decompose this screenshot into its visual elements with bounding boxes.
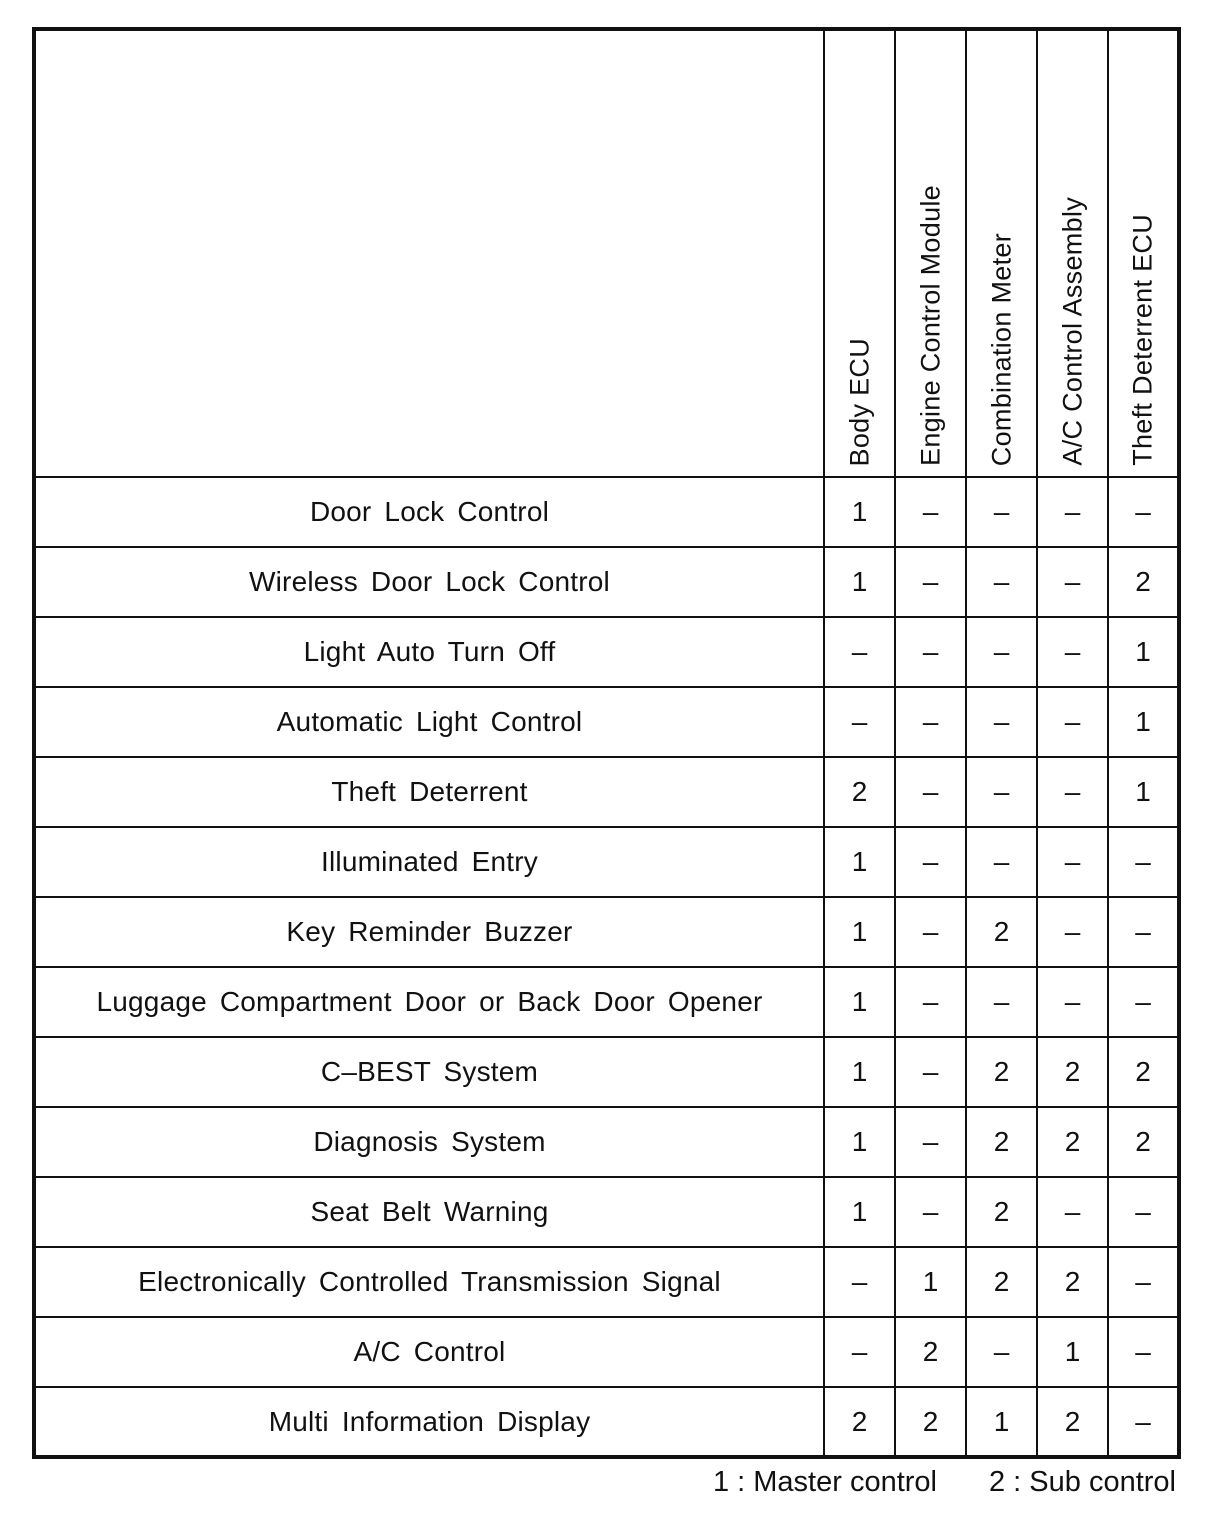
table-cell: 2 (1037, 1107, 1108, 1177)
table-cell: 1 (824, 477, 895, 547)
table-cell: 1 (824, 1107, 895, 1177)
table-cell: – (824, 1317, 895, 1387)
table-cell: 1 (824, 1037, 895, 1107)
table-cell: – (895, 477, 966, 547)
row-label: Electronically Controlled Transmission Signal (34, 1247, 824, 1317)
table-cell: 2 (966, 1247, 1037, 1317)
table-cell: 1 (966, 1387, 1037, 1457)
table-cell: – (1037, 687, 1108, 757)
table-cell: – (895, 1037, 966, 1107)
table-cell: 1 (1108, 617, 1179, 687)
table-cell: 1 (1108, 687, 1179, 757)
column-header (895, 29, 966, 477)
table-cell: 1 (895, 1247, 966, 1317)
table-row (34, 1317, 1179, 1387)
legend (661, 1466, 1176, 1499)
table-cell: – (1037, 757, 1108, 827)
table-cell: – (1108, 1387, 1179, 1457)
table-cell: – (966, 827, 1037, 897)
table-cell: – (895, 967, 966, 1037)
column-header-label: Theft Deterrent ECU (1127, 214, 1158, 466)
table-cell: – (895, 547, 966, 617)
table-cell: – (1108, 1177, 1179, 1247)
column-header-label: Body ECU (844, 337, 874, 466)
table-cell: – (895, 1177, 966, 1247)
table-cell: – (895, 1107, 966, 1177)
table-cell: – (1108, 1247, 1179, 1317)
table-cell: – (895, 897, 966, 967)
table-row (34, 687, 1179, 757)
row-label: C–BEST System (34, 1037, 824, 1107)
table-cell: 2 (966, 1107, 1037, 1177)
table-cell: – (824, 617, 895, 687)
row-label: Key Reminder Buzzer (34, 897, 824, 967)
table-row (34, 897, 1179, 967)
table-cell: – (966, 757, 1037, 827)
row-label: Door Lock Control (34, 477, 824, 547)
table-row (34, 1247, 1179, 1317)
table-cell: 2 (824, 757, 895, 827)
table-cell: – (966, 687, 1037, 757)
table-header (34, 29, 1179, 477)
table-cell: 2 (1108, 1037, 1179, 1107)
table-cell: – (1037, 617, 1108, 687)
table-cell: – (895, 827, 966, 897)
column-header-label: Combination Meter (986, 232, 1016, 466)
row-label: Automatic Light Control (34, 687, 824, 757)
column-header-label: Engine Control Module (915, 185, 945, 466)
legend-sub: 2 : Sub control (989, 1466, 1176, 1498)
table-cell: 1 (824, 827, 895, 897)
table-cell: – (824, 1247, 895, 1317)
row-label: Seat Belt Warning (34, 1177, 824, 1247)
table-row (34, 477, 1179, 547)
table-cell: – (966, 477, 1037, 547)
legend-master: 1 : Master control (712, 1466, 937, 1498)
row-label: Wireless Door Lock Control (34, 547, 824, 617)
table-row (34, 1037, 1179, 1107)
table-cell: 2 (1108, 1107, 1179, 1177)
table-row (34, 967, 1179, 1037)
table-cell: 1 (1108, 757, 1179, 827)
table-cell: – (1108, 827, 1179, 897)
row-label: Luggage Compartment Door or Back Door Opener (34, 967, 824, 1037)
table-cell: 2 (966, 1177, 1037, 1247)
table-cell: – (1108, 477, 1179, 547)
table-row (34, 1177, 1179, 1247)
column-header (1108, 29, 1179, 477)
table-cell: – (1108, 1317, 1179, 1387)
table-row (34, 1107, 1179, 1177)
table-cell: – (1037, 547, 1108, 617)
table-cell: 2 (966, 897, 1037, 967)
table-cell: 1 (824, 967, 895, 1037)
corner-cell (34, 29, 824, 477)
table-cell: – (1037, 827, 1108, 897)
table-row (34, 547, 1179, 617)
table-cell: 2 (824, 1387, 895, 1457)
table-cell: – (895, 687, 966, 757)
table-cell: – (966, 617, 1037, 687)
row-label: Theft Deterrent (34, 757, 824, 827)
table-body (34, 477, 1179, 1457)
table-cell: 1 (824, 897, 895, 967)
table-cell: – (966, 1317, 1037, 1387)
table-cell: 1 (824, 1177, 895, 1247)
table-cell: – (1108, 897, 1179, 967)
row-label: A/C Control (34, 1317, 824, 1387)
table-cell: – (1037, 897, 1108, 967)
column-header (966, 29, 1037, 477)
table-cell: – (966, 547, 1037, 617)
table-cell: 1 (1037, 1317, 1108, 1387)
table-row (34, 827, 1179, 897)
row-label: Multi Information Display (34, 1387, 824, 1457)
table-cell: – (1037, 967, 1108, 1037)
header-row (34, 29, 1179, 477)
table-row (34, 617, 1179, 687)
row-label: Diagnosis System (34, 1107, 824, 1177)
control-matrix-table (32, 27, 1181, 1459)
table-cell: – (895, 617, 966, 687)
table-row (34, 757, 1179, 827)
table-cell: – (895, 757, 966, 827)
table-cell: – (1037, 1177, 1108, 1247)
column-header (1037, 29, 1108, 477)
table-cell: 2 (895, 1317, 966, 1387)
table-cell: 2 (966, 1037, 1037, 1107)
table-cell: – (1108, 967, 1179, 1037)
table-cell: – (1037, 477, 1108, 547)
table-cell: 2 (1108, 547, 1179, 617)
column-header-label: A/C Control Assembly (1057, 197, 1087, 466)
table-cell: 2 (1037, 1387, 1108, 1457)
table-cell: 2 (1037, 1037, 1108, 1107)
table-row (34, 1387, 1179, 1457)
column-header (824, 29, 895, 477)
table-cell: 1 (824, 547, 895, 617)
row-label: Light Auto Turn Off (34, 617, 824, 687)
row-label: Illuminated Entry (34, 827, 824, 897)
table-cell: – (824, 687, 895, 757)
table-cell: 2 (895, 1387, 966, 1457)
table-cell: – (966, 967, 1037, 1037)
table-cell: 2 (1037, 1247, 1108, 1317)
